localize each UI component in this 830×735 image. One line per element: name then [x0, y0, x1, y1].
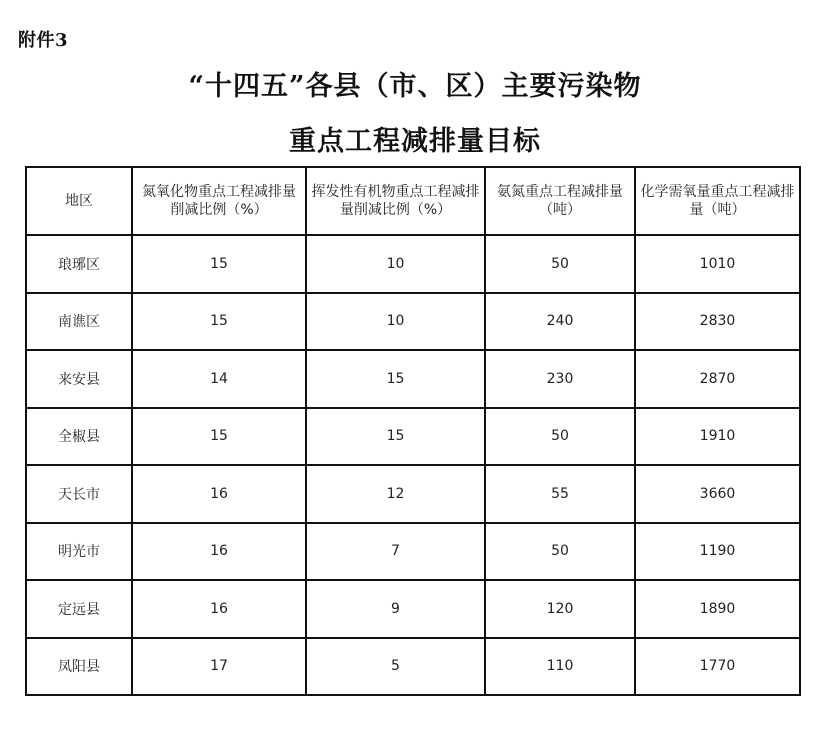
cell-voc: 15 — [306, 350, 485, 408]
header-voc-ratio: 挥发性有机物重点工程减排量削减比例（%） — [306, 167, 485, 235]
header-cod-reduction: 化学需氧量重点工程减排量（吨） — [635, 167, 800, 235]
cell-nox: 15 — [132, 293, 306, 351]
cell-cod: 1910 — [635, 408, 800, 466]
cell-region: 明光市 — [26, 523, 132, 581]
cell-voc: 10 — [306, 293, 485, 351]
cell-nh3: 230 — [485, 350, 635, 408]
cell-cod: 1190 — [635, 523, 800, 581]
cell-nh3: 50 — [485, 408, 635, 466]
header-ammonia-reduction: 氨氮重点工程减排量（吨） — [485, 167, 635, 235]
cell-nox: 15 — [132, 408, 306, 466]
reduction-target-table — [25, 166, 801, 696]
cell-cod: 3660 — [635, 465, 800, 523]
document-title-line2: 重点工程减排量目标 — [289, 126, 541, 157]
cell-cod: 2870 — [635, 350, 800, 408]
table-row — [26, 350, 800, 408]
cell-region: 天长市 — [26, 465, 132, 523]
cell-nox: 17 — [132, 638, 306, 696]
cell-voc: 5 — [306, 638, 485, 696]
table-row — [26, 523, 800, 581]
table-header-row — [26, 167, 800, 235]
cell-nox: 15 — [132, 235, 306, 293]
cell-nox: 16 — [132, 523, 306, 581]
table-row — [26, 638, 800, 696]
cell-cod: 1890 — [635, 580, 800, 638]
cell-nox: 14 — [132, 350, 306, 408]
cell-cod: 1010 — [635, 235, 800, 293]
table-row — [26, 408, 800, 466]
document-title-line1: “十四五”各县（市、区）主要污染物 — [188, 71, 642, 102]
header-nox-ratio: 氮氧化物重点工程减排量削减比例（%） — [132, 167, 306, 235]
cell-nox: 16 — [132, 580, 306, 638]
table-row — [26, 293, 800, 351]
cell-region: 南谯区 — [26, 293, 132, 351]
cell-nh3: 120 — [485, 580, 635, 638]
cell-voc: 9 — [306, 580, 485, 638]
table-row — [26, 465, 800, 523]
cell-nh3: 55 — [485, 465, 635, 523]
cell-voc: 15 — [306, 408, 485, 466]
cell-nh3: 240 — [485, 293, 635, 351]
cell-region: 来安县 — [26, 350, 132, 408]
cell-nh3: 50 — [485, 523, 635, 581]
header-region: 地区 — [26, 167, 132, 235]
cell-region: 琅琊区 — [26, 235, 132, 293]
cell-cod: 2830 — [635, 293, 800, 351]
cell-nox: 16 — [132, 465, 306, 523]
cell-region: 凤阳县 — [26, 638, 132, 696]
table-row — [26, 235, 800, 293]
cell-region: 全椒县 — [26, 408, 132, 466]
cell-region: 定远县 — [26, 580, 132, 638]
cell-cod: 1770 — [635, 638, 800, 696]
cell-nh3: 110 — [485, 638, 635, 696]
cell-voc: 7 — [306, 523, 485, 581]
attachment-label: 附件3 — [18, 30, 69, 51]
cell-voc: 12 — [306, 465, 485, 523]
cell-voc: 10 — [306, 235, 485, 293]
table-row — [26, 580, 800, 638]
cell-nh3: 50 — [485, 235, 635, 293]
